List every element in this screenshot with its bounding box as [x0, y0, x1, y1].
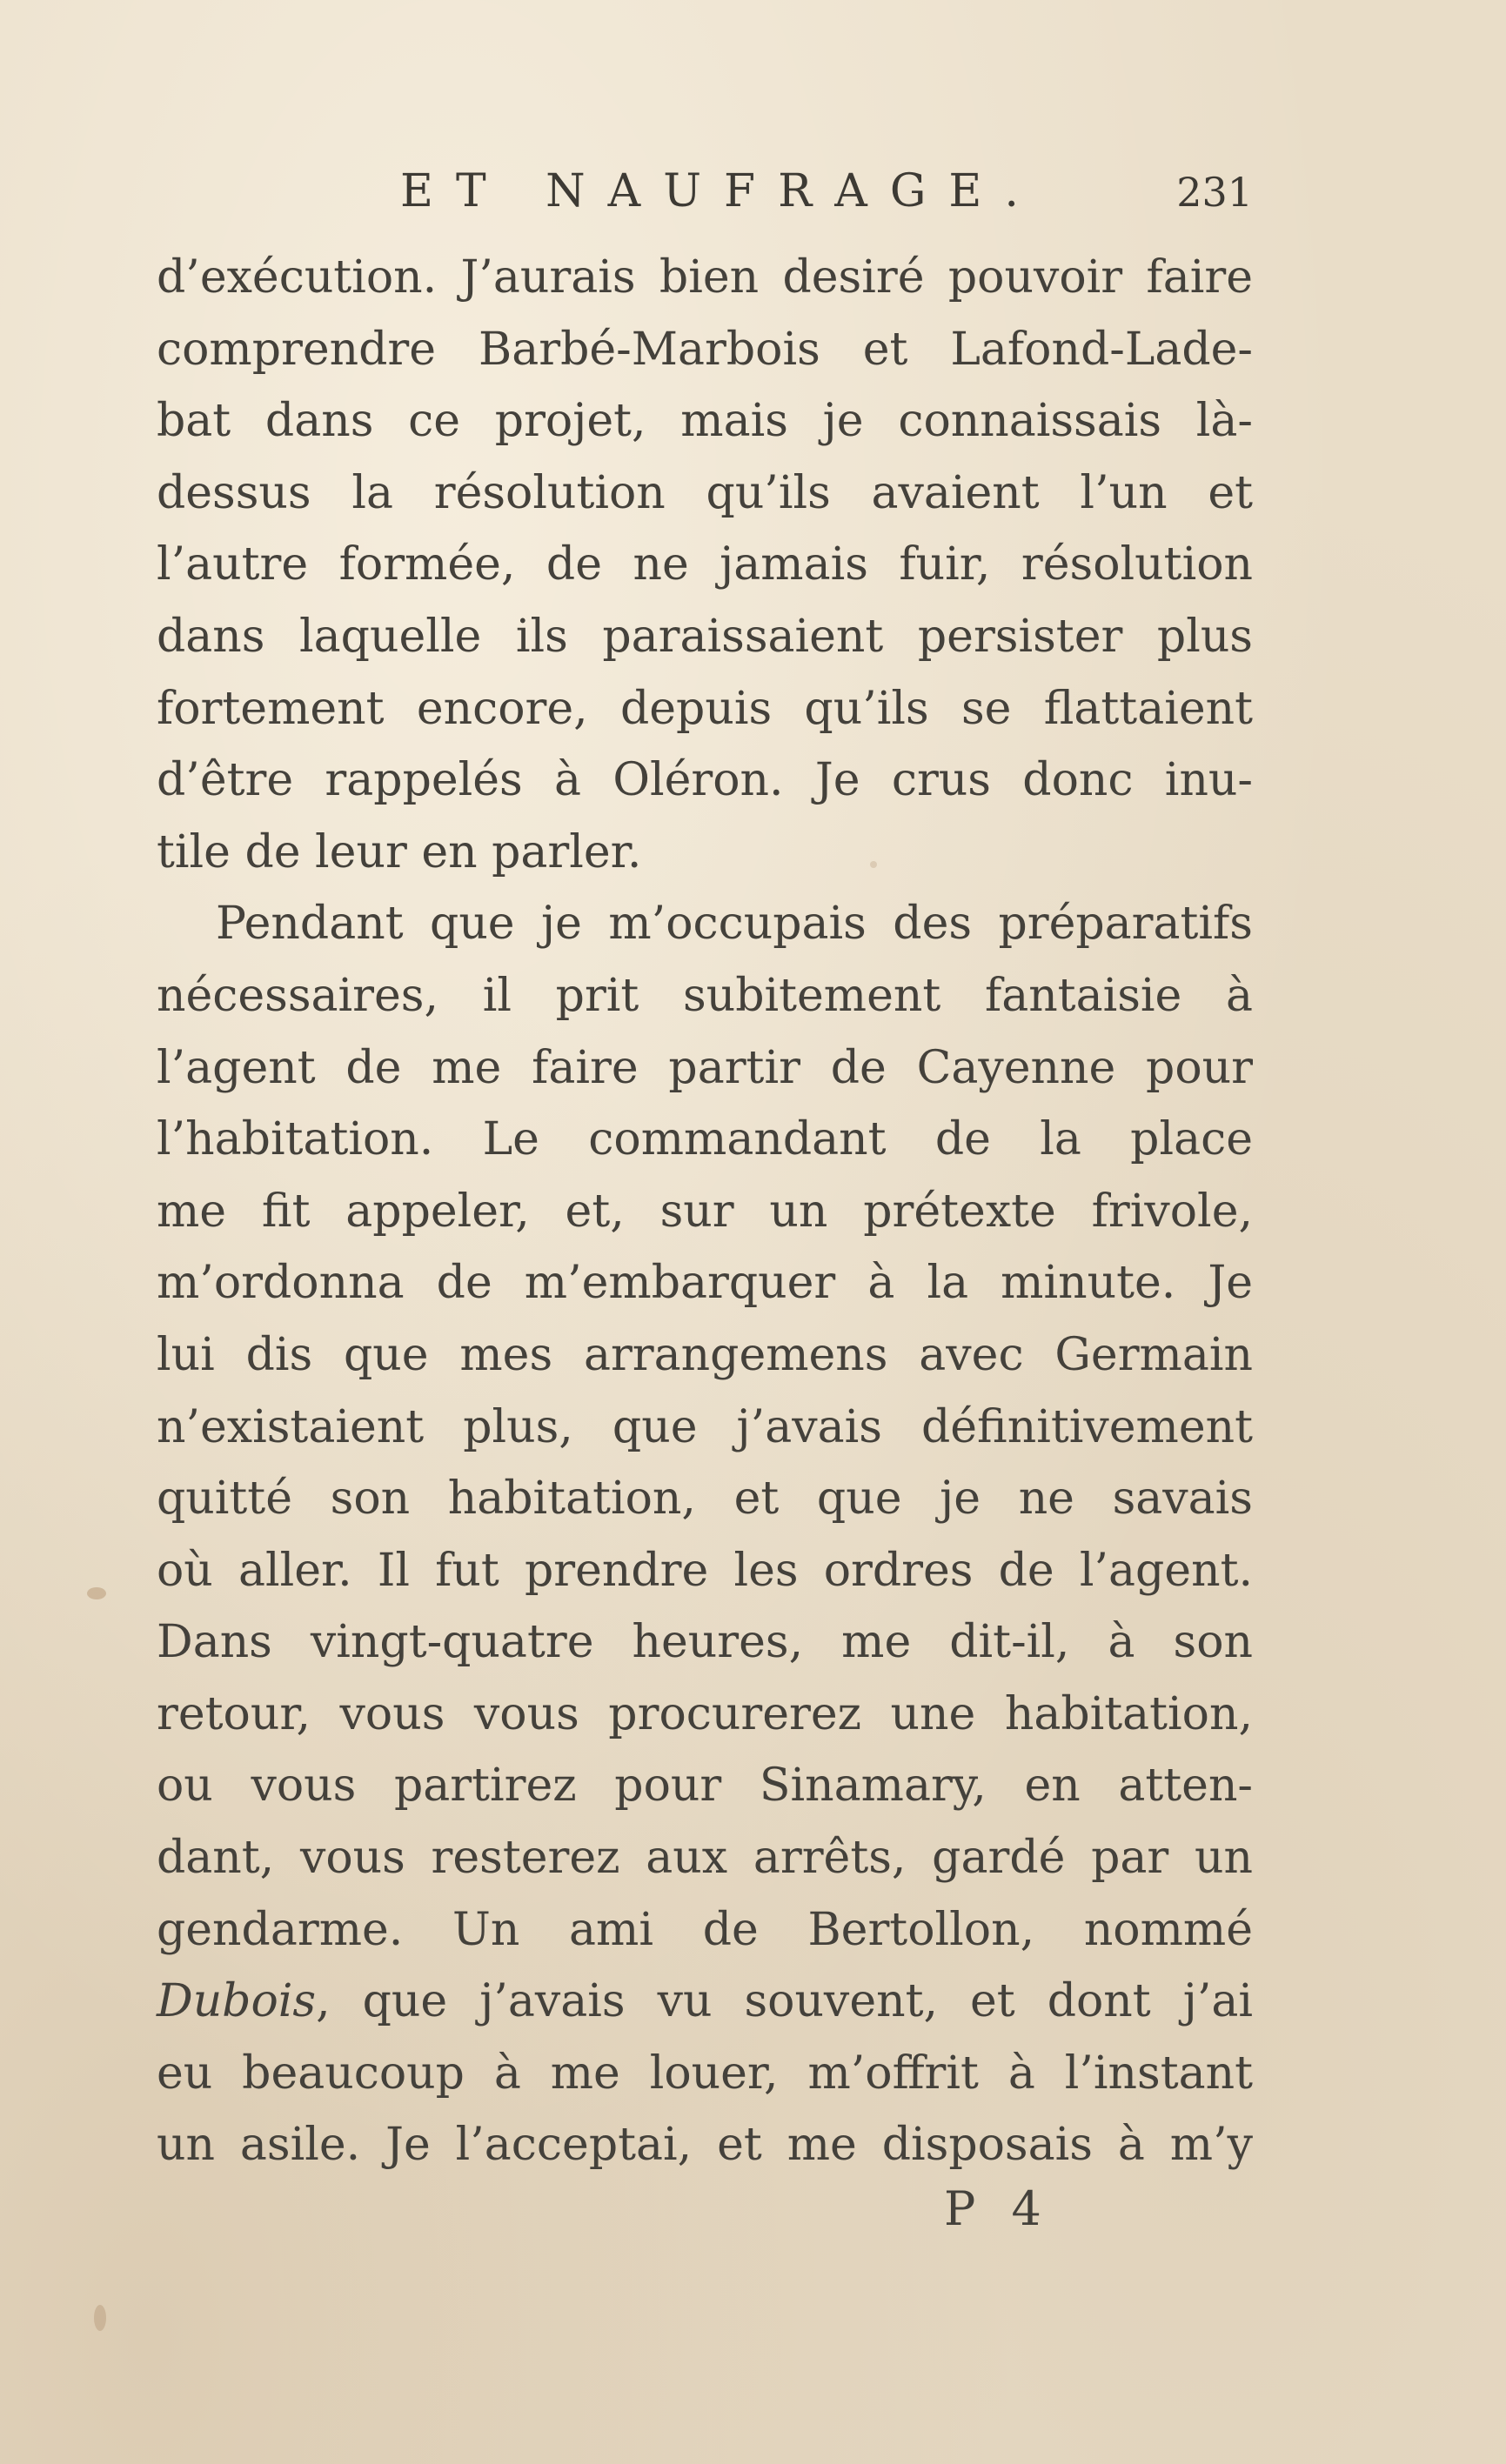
foxing-spot — [94, 2305, 106, 2331]
running-head: ET NAUFRAGE. — [400, 165, 1041, 217]
paragraph-end-line: tile de leur en parler. — [157, 825, 642, 878]
text-line: lui dis que mes arrangemens avec Germain — [157, 1328, 1253, 1381]
text-line: Dans vingt-quatre heures, me dit-il, à son — [157, 1616, 1253, 1669]
text-line: l’autre formée, de ne jamais fuir, résolution — [157, 538, 1253, 591]
page-number: 231 — [1176, 169, 1253, 216]
text-line: dans laquelle ils paraissaient persister plus — [157, 610, 1253, 663]
body-text — [157, 242, 1253, 2181]
text-line: eu beaucoup à me louer, m’offrit à l’instant — [157, 2047, 1253, 2100]
text-line: gendarme. Un ami de Bertollon, nommé — [157, 1903, 1253, 1956]
text-line: retour, vous vous procurerez une habitation, — [157, 1687, 1253, 1740]
text-line: comprendre Barbé-Marbois et Lafond-Lade- — [157, 323, 1253, 376]
text-line: nécessaires, il prit subitement fantaisie à — [157, 969, 1253, 1022]
text-line: bat dans ce projet, mais je connaissais là- — [157, 395, 1253, 448]
text-line: l’agent de me faire partir de Cayenne pour — [157, 1041, 1253, 1094]
text-line: l’habitation. Le commandant de la place — [157, 1113, 1253, 1166]
text-line: un asile. Je l’acceptai, et me disposais à m’y — [157, 2119, 1253, 2172]
text-line: d’exécution. J’aurais bien desiré pouvoir faire — [157, 251, 1253, 304]
signature-mark: P 4 — [944, 2181, 1052, 2236]
text-line: Dubois, que j’avais vu souvent, et dont j’ai — [157, 1975, 1253, 2028]
text-line: m’ordonna de m’embarquer à la minute. Je — [157, 1257, 1253, 1310]
text-line: dessus la résolution qu’ils avaient l’un et — [157, 466, 1253, 519]
page-header — [157, 165, 1253, 235]
text-line: dant, vous resterez aux arrêts, gardé par un — [157, 1832, 1253, 1885]
foxing-spot — [870, 861, 877, 868]
text-line: quitté son habitation, et que je ne savais — [157, 1472, 1253, 1526]
text-line: où aller. Il fut prendre les ordres de l’agent. — [157, 1544, 1253, 1597]
text-line: ou vous partirez pour Sinamary, en atten- — [157, 1760, 1253, 1813]
paragraph-start-line: Pendant que je m’occupais des préparatifs — [216, 898, 1253, 951]
text-line: d’être rappelés à Oléron. Je crus donc inu- — [157, 754, 1253, 807]
foxing-spot — [87, 1587, 106, 1599]
text-line: fortement encore, depuis qu’ils se flattaient — [157, 682, 1253, 735]
text-line: me fit appeler, et, sur un prétexte frivole, — [157, 1185, 1253, 1238]
text-line: n’existaient plus, que j’avais définitivement — [157, 1400, 1253, 1453]
